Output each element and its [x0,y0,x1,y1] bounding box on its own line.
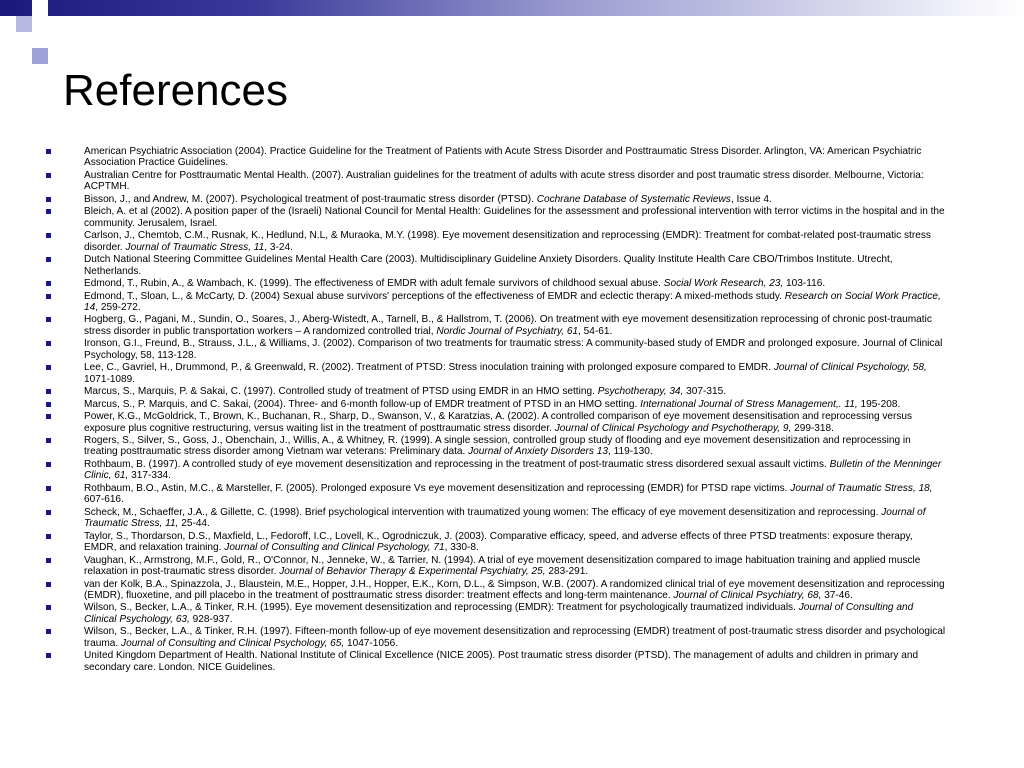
reference-text: Dutch National Steering Committee Guidelines Mental Health Care (2003). Multidisciplinary Guideline Anxiety Disorders. Quality Institute Health Care CBO/Trimbos Institute. Utrecht, Netherlands. [84,254,893,277]
reference-item [46,254,946,277]
bullet-icon [46,197,51,202]
reference-journal: Social Work Research, 23, [663,278,784,290]
reference-item [46,386,946,397]
reference-pages: 307-315. [683,386,727,398]
reference-item [46,206,946,229]
reference-text: Ironson, G.I., Freund, B., Strauss, J.L., & Williams, J. (2002). Comparison of two treatments for traumatic stress: A community-based study of EMDR and prolonged exposure. Journal of Clinical Psychology, 58, 113-128. [84,338,943,361]
reference-text: Bleich, A. et al (2002). A position paper of the (Israeli) National Council for Mental Health: Guidelines for the assessment and professional intervention with terror victims in the hospital and in the community. Jerusalem, Israel. [84,206,945,229]
bullet-icon [46,281,51,286]
reference-journal: Journal of Clinical Psychology and Psychotherapy, 9, [554,422,792,434]
bullet-icon [46,462,51,467]
bullet-icon [46,558,51,563]
reference-item [46,435,946,458]
reference-item [46,650,946,673]
reference-journal: Journal of Consulting and Clinical Psychology, 65, [121,637,345,649]
reference-pages: 37-46. [821,589,853,601]
reference-pages: 25-44. [178,518,210,530]
decorative-square [48,16,64,32]
reference-item [46,278,946,289]
bullet-icon [46,402,51,407]
decorative-square [32,0,48,16]
reference-text: United Kingdom Department of Health. National Institute of Clinical Excellence (NICE 2005). Post traumatic stress disorder (PTSD). The management of adults and children in primary and secondary care. London. NICE Guidelines. [84,650,919,673]
reference-text: Marcus, S., Marquis, P. & Sakai, C. (1997). Controlled study of treatment of PTSD using EMDR in an HMO setting. [84,386,598,398]
decorative-square [32,48,48,64]
bullet-icon [46,209,51,214]
bullet-icon [46,149,51,154]
reference-item [46,230,946,253]
header-gradient-bar [0,0,1024,16]
reference-journal: Bulletin of the Menninger Clinic, 61, [84,458,942,482]
decorative-square [16,16,32,32]
reference-pages: 317-334. [128,470,171,482]
reference-pages: , 330-8. [444,542,479,554]
reference-journal: Psychotherapy, 34, [597,386,684,398]
bullet-icon [46,629,51,634]
reference-item [46,531,946,554]
bullet-icon [46,365,51,370]
reference-item [46,194,946,205]
reference-item [46,626,946,649]
reference-pages: 928-937. [189,613,233,625]
bullet-icon [46,414,51,419]
reference-item [46,411,946,434]
bullet-icon [46,341,51,346]
bullet-icon [46,438,51,443]
decorative-square [0,0,16,16]
reference-pages: , 259-272. [95,301,141,313]
reference-item [46,146,946,169]
reference-journal: Journal of Traumatic Stress, 11, [84,506,926,530]
reference-pages: 299-318. [791,422,834,434]
bullet-icon [46,534,51,539]
reference-text: Rogers, S., Silver, S., Goss, J., Obenchain, J., Willis, A., & Whitney, R. (1999). A single session, controlled group study of flooding and eye movement desensitization and reprocessing in treating posttraumatic stress disorder among Vietnam war veterans: Preliminary data. [84,435,911,458]
reference-item [46,602,946,625]
bullet-icon [46,294,51,299]
reference-item [46,291,946,314]
reference-pages: , Issue 4. [730,193,772,205]
reference-item [46,314,946,337]
reference-journal: Journal of Consulting and Clinical Psychology, 71 [224,542,445,554]
bullet-icon [46,653,51,658]
reference-pages: , 119-130. [608,446,653,458]
bullet-icon [46,389,51,394]
reference-item [46,338,946,361]
reference-journal: Research on Social Work Practice, 14 [84,290,941,313]
reference-text: Edmond, T., Rubin, A., & Wambach, K. (1999). The effectiveness of EMDR with adult female survivors of childhood sexual abuse. [84,278,664,290]
reference-text: Rothbaum, B. (1997). A controlled study of eye movement desensitization and reprocessing in the treatment of post-traumatic stress disordered sexual assault victims. [84,458,830,470]
reference-text: Rothbaum, B.O., Astin, M.C., & Marsteller, F. (2005). Prolonged exposure Vs eye movement desensitization and reprocessing (EMDR) for PTSD rape victims. [84,482,791,494]
reference-journal: Cochrane Database of Systematic Reviews [536,193,731,205]
reference-item [46,483,946,506]
reference-text: Hogberg, G., Pagani, M., Sundin, O., Soares, J., Aberg-Wistedt, A., Tarnell, B., & Hallstrom, T. (2006). On treatment with eye movement desensitization reprocessing of chronic post-traumatic stress disorder in public transportation workers – A randomized controlled trial, [84,314,932,337]
reference-text: Marcus, S., P. Marquis, and C. Sakai, (2004). Three- and 6-month follow-up of EMDR treatment of PTSD in an HMO setting. [84,398,641,410]
reference-list [46,146,946,674]
bullet-icon [46,582,51,587]
reference-pages: 607-616. [84,494,124,506]
reference-pages: , 54-61. [578,325,613,337]
decorative-square [16,32,32,48]
reference-journal: Nordic Journal of Psychiatry, 61 [436,325,579,337]
reference-item [46,399,946,410]
reference-journal: International Journal of Stress Management,. 11, [640,398,858,410]
reference-text: Wilson, S., Becker, L.A., & Tinker, R.H. (1995). Eye movement desensitization and reprocessing (EMDR): Treatment for psychologically traumatized individuals. [84,602,799,614]
reference-text: Edmond, T., Sloan, L., & McCarty, D. (2004) Sexual abuse survivors' perceptions of the effectiveness of EMDR and eclectic therapy: A mixed-methods study. [84,290,785,302]
reference-item [46,170,946,193]
reference-item [46,459,946,482]
reference-text: Lee, C., Gavriel, H., Drummond, P., & Greenwald, R. (2002). Treatment of PTSD: Stress inoculation training with prolonged exposure compared to EMDR. [84,362,774,374]
bullet-icon [46,173,51,178]
reference-item [46,579,946,602]
reference-text: Vaughan, K., Armstrong, M.F., Gold, R., O'Connor, N., Jenneke, W., & Tarrier, N. (1994). A trial of eye movement desensitization compared to image habituation training and applied muscle relaxation in post-traumatic stress disorder. [84,554,921,577]
reference-text: American Psychiatric Association (2004). Practice Guideline for the Treatment of Patients with Acute Stress Disorder and Posttraumatic Stress Disorder. Arlington, VA: American Psychiatric Association Practice Guidelines. [84,146,922,169]
reference-text: van der Kolk, B.A., Spinazzola, J., Blaustein, M.E., Hopper, J.H., Hopper, E.K., Korn, D.L., & Simpson, W.B. (2007). A randomized clinical trial of eye movement desensitization and reprocessing (EMDR), fluoxetine, and pill placebo in the treatment of posttraumatic stress disorder: treatment effects and long-term maintenance. [84,578,945,601]
reference-journal: Journal of Consulting and Clinical Psychology, 63, [84,602,914,625]
reference-pages: 283-291. [545,566,589,577]
reference-journal: Journal of Clinical Psychology, 58, [773,362,927,374]
reference-item [46,362,946,385]
reference-text: Australian Centre for Posttraumatic Mental Health. (2007). Australian guidelines for the treatment of adults with acute stress disorder and post traumatic stress disorder. Melbourne, Victoria: ACPTMH. [84,169,924,193]
reference-item [46,507,946,530]
bullet-icon [46,605,51,610]
bullet-icon [46,233,51,238]
reference-journal: Journal of Traumatic Stress, 18, [790,482,933,494]
reference-text: Carlson, J., Chemtob, C.M., Rusnak, K., Hedlund, N.L, & Muraoka, M.Y. (1998). Eye movement desensitization and reprocessing (EMDR): Treatment for combat-related post-traumatic stress disorder. [84,230,931,253]
reference-pages: 195-208. [857,398,901,410]
reference-text: Taylor, S., Thordarson, D.S., Maxfield, L., Fedoroff, I.C., Lovell, K., Ogrodniczuk, J. (2003). Comparative efficacy, speed, and adverse effects of three PTSD treatments: exposure therapy, EMDR, and relaxation training. [84,530,913,554]
reference-text: Wilson, S., Becker, L.A., & Tinker, R.H. (1997). Fifteen-month follow-up of eye movement desensitization and reprocessing (EMDR) treatment of post-traumatic stress disorder and psychological trauma. [84,626,946,649]
reference-item [46,555,946,578]
reference-journal: Journal of Anxiety Disorders 13 [468,446,608,458]
reference-pages: 103-116. [783,278,826,290]
reference-pages: , 3-24. [264,241,293,253]
bullet-icon [46,317,51,322]
bullet-icon [46,486,51,491]
reference-text: Bisson, J., and Andrew, M. (2007). Psychological treatment of post-traumatic stress disorder (PTSD). [84,193,537,205]
reference-journal: Journal of Traumatic Stress, 11 [125,241,265,253]
bullet-icon [46,257,51,262]
reference-pages: 1047-1056. [344,637,399,649]
reference-journal: Journal of Clinical Psychiatry, 68, [673,589,822,601]
reference-pages: 1071-1089. [84,373,136,385]
reference-text: Scheck, M., Schaeffer, J.A., & Gillette, C. (1998). Brief psychological intervention with traumatized young women: The efficacy of eye movement desensitization and reprocessing. [84,506,882,518]
bullet-icon [46,510,51,515]
reference-journal: Journal of Behavior Therapy & Experimental Psychiatry, 25, [279,566,546,577]
reference-text: Power, K.G., McGoldrick, T., Brown, K., Buchanan, R., Sharp, D., Swanson, V., & Karatzias, A. (2002). A controlled comparison of eye movement desensitisation and reprocessing versus exposure plus cognitive restructuring, versus waiting list in the treatment of posttraumatic stress disorder. [84,411,913,434]
slide-title: References [63,66,289,115]
